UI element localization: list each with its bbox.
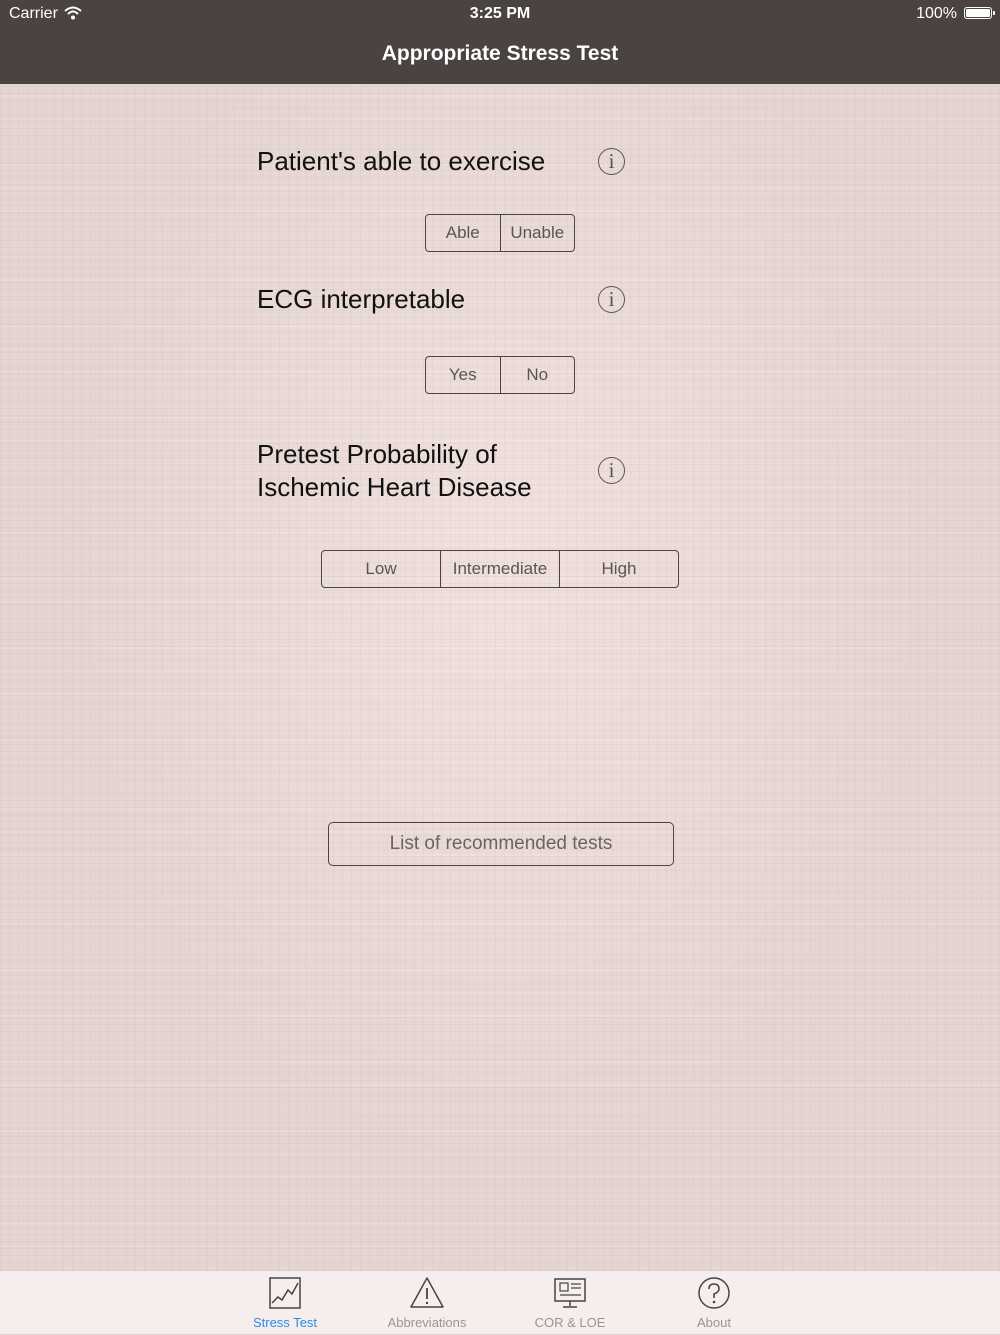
status-time: 3:25 PM bbox=[469, 5, 531, 22]
tab-stress-test[interactable] bbox=[225, 1271, 345, 1335]
presentation-icon bbox=[552, 1275, 588, 1311]
warning-icon bbox=[409, 1275, 445, 1311]
pretest-info-icon[interactable]: i bbox=[598, 457, 625, 484]
battery-percent: 100% bbox=[916, 5, 957, 22]
chart-icon bbox=[267, 1275, 303, 1311]
segment-high[interactable]: High bbox=[559, 551, 678, 587]
pretest-label-line2: Ischemic Heart Disease bbox=[257, 472, 532, 502]
tab-cor-loe[interactable] bbox=[510, 1271, 630, 1335]
segment-unable[interactable]: Unable bbox=[500, 215, 575, 251]
segment-intermediate[interactable]: Intermediate bbox=[440, 551, 559, 587]
exercise-info-icon[interactable]: i bbox=[598, 148, 625, 175]
ecg-info-icon[interactable]: i bbox=[598, 286, 625, 313]
tab-bar bbox=[0, 1270, 1000, 1334]
exercise-question-label: Patient's able to exercise bbox=[257, 146, 546, 176]
tab-label-about: About bbox=[697, 1315, 731, 1330]
battery-icon bbox=[964, 7, 992, 19]
segment-yes[interactable]: Yes bbox=[448, 365, 477, 384]
segment-able[interactable]: Able bbox=[445, 223, 480, 242]
linen-background bbox=[0, 84, 1000, 1270]
tab-about[interactable] bbox=[654, 1271, 774, 1335]
status-bar bbox=[0, 0, 1000, 28]
segment-no[interactable]: No bbox=[500, 357, 575, 393]
carrier-label: Carrier bbox=[9, 5, 58, 22]
pretest-question-label bbox=[257, 438, 532, 504]
navigation-bar bbox=[0, 28, 1000, 84]
ecg-question-label: ECG interpretable bbox=[257, 284, 466, 314]
exercise-segmented-control bbox=[425, 214, 575, 252]
pretest-label-line1: Pretest Probability of bbox=[257, 439, 497, 469]
tab-label-cor-loe: COR & LOE bbox=[534, 1315, 606, 1330]
tab-label-stress-test: Stress Test bbox=[252, 1315, 318, 1330]
pretest-segmented-control bbox=[321, 550, 679, 588]
page-title: Appropriate Stress Test bbox=[381, 42, 619, 65]
tab-abbreviations[interactable] bbox=[367, 1271, 487, 1335]
ecg-segmented-control bbox=[425, 356, 575, 394]
segment-low[interactable]: Low bbox=[365, 559, 397, 578]
tab-label-abbreviations: Abbreviations bbox=[387, 1315, 467, 1330]
question-icon bbox=[696, 1275, 732, 1311]
recommended-tests-button[interactable]: List of recommended tests bbox=[328, 822, 674, 866]
